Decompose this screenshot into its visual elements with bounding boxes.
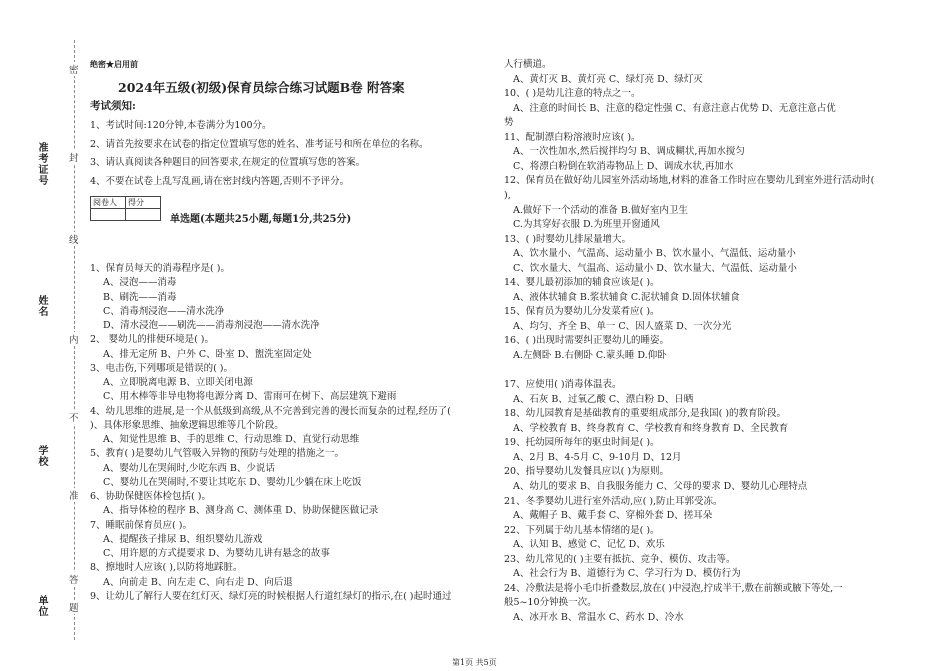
question-line: 1、保育员每天的消毒程序是( )。 xyxy=(90,263,230,274)
question-line: A、石灰 B、过氧乙酸 C、漂白粉 D、日晒 xyxy=(513,393,694,405)
question-line: A、注意的时间长 B、注意的稳定性强 C、有意注意占优势 D、无意注意占优 xyxy=(513,102,836,114)
question-line: C、饮水量大、气温高、运动量小 D、饮水量大、气温低、运动量小 xyxy=(513,262,797,274)
question-line: A、一次性加水,然后搅拌均匀 B、调成糊状,再加水搅匀 xyxy=(513,146,745,158)
question-line: 15、保育员为婴幼儿分发菜肴应( )。 xyxy=(504,306,660,318)
question-line: 4、幼儿思维的进展,是一个从低级到高级,从不完善到完善的漫长而复杂的过程,经历了( xyxy=(90,405,451,417)
secret-label: 绝密★启用前 xyxy=(90,59,138,69)
notice-item: 2、请首先按要求在试卷的指定位置填写您的姓名、准考证号和所在单位的名称。 xyxy=(90,138,429,150)
seal-char: 封 xyxy=(69,150,79,164)
seal-char: 内 xyxy=(69,332,79,346)
question-line: A、社会行为 B、道德行为 C、学习行为 D、模仿行为 xyxy=(513,568,741,580)
question-line: 7、睡眠前保育员应( )。 xyxy=(90,519,192,531)
question-line: A.左侧卧 B.右侧卧 C.蒙头睡 D.仰卧 xyxy=(513,350,667,361)
notice-title: 考试须知: xyxy=(90,100,136,112)
question-line: A.做好下一个活动的准备 B.做好室内卫生 xyxy=(513,204,688,216)
question-line: A、幼儿的要求 B、自我服务能力 C、父母的要求 D、婴幼儿心理特点 xyxy=(513,480,808,492)
question-line: A、均匀、齐全 B、单一 C、因人盛菜 D、一次分光 xyxy=(513,320,732,332)
score-cell: 得分 xyxy=(126,197,161,209)
question-line: A、指导体检的程序 B、测身高 C、测体重 D、协助保健医做记录 xyxy=(103,505,379,517)
seal-char: 答 xyxy=(69,572,79,586)
question-line: 5、教育( )是婴幼儿气管吸入异物的预防与处理的措施之一。 xyxy=(90,448,344,460)
question-line: 般5~10分钟换一次。 xyxy=(504,597,597,609)
question-line: B、刷洗——消毒 xyxy=(103,291,177,303)
question-line: A、立即脱离电源 B、立即关闭电源 xyxy=(103,377,253,388)
school-label: 学校 xyxy=(36,445,47,467)
question-line: 24、冷敷法是将小毛巾折叠数层,放在( )中浸泡,拧成半干,敷在前额或腋下等处,一 xyxy=(504,582,843,594)
seal-char: 题 xyxy=(69,600,79,614)
question-line: 8、擦地时人应该( ),以防将地踩脏。 xyxy=(90,562,243,574)
notice-item: 4、不要在试卷上乱写乱画,请在密封线内答题,否则不予评分。 xyxy=(90,175,350,187)
question-line: 14、婴儿最初添加的辅食应该是( )。 xyxy=(504,277,660,289)
question-line: C、将漂白粉倒在软消毒物品上 D、调成水状,再加水 xyxy=(513,160,734,172)
name-label: 姓名 xyxy=(36,295,47,317)
question-line: 6、协助保健医体检包括( )。 xyxy=(90,491,211,502)
question-line: A、液体状辅食 B.浆状辅食 C.泥状辅食 D.固体状辅食 xyxy=(513,291,740,303)
question-line: )、具体形象思维、抽象逻辑思维等几个阶段。 xyxy=(90,419,284,431)
unit-label: 单位 xyxy=(36,595,47,617)
question-line: A、排无定所 B、户外 C、卧室 D、盥洗室固定处 xyxy=(103,348,312,360)
question-line: A、学校教育 B、终身教育 C、学校教育和终身教育 D、全民教育 xyxy=(513,422,789,434)
question-line: 3、电击伤,下列哪项是错误的( )。 xyxy=(90,362,233,374)
question-line: 13、( )时婴幼儿排尿量增大。 xyxy=(504,233,632,245)
question-line: A、2月 B、4-5月 C、9-10月 D、12月 xyxy=(513,451,682,463)
seal-char: 密 xyxy=(69,62,79,76)
question-line: A、知觉性思维 B、手的思维 C、行动思维 D、直觉行动思维 xyxy=(103,434,360,445)
page-title: 2024年五级(初级)保育员综合练习试题B卷 附答案 xyxy=(118,80,405,95)
question-line: C、婴幼儿在哭闹时,不要让其吃东 D、婴幼儿少躺在床上吃饭 xyxy=(103,476,362,488)
question-line: C.为其穿好衣服 D.为班里开窗通风 xyxy=(513,219,660,231)
question-line: 16、( )出现时需要纠正婴幼儿的睡姿。 xyxy=(504,335,670,347)
exam-no-label: 准考证号 xyxy=(36,142,47,186)
question-line: 18、幼儿园教育是基础教育的重要组成部分,是我国( )的教育阶段。 xyxy=(504,408,787,420)
question-line: 人行横道。 xyxy=(504,59,552,70)
question-line: 17、应使用( )消毒体温表。 xyxy=(504,379,622,391)
question-line: 23、幼儿常见的( )主要有抵抗、竞争、模仿、攻击等。 xyxy=(504,553,736,565)
question-line: 12、保育员在做好幼儿园室外活动场地,材料的准备工作时应在婴幼儿到室外进行活动时( xyxy=(504,175,875,187)
question-line: 19、托幼园所每年的驱虫时间是( )。 xyxy=(504,437,660,449)
question-line: ), xyxy=(504,189,511,201)
question-line: 22、下列属于幼儿基本情绪的是( )。 xyxy=(504,524,660,536)
seal-char: 准 xyxy=(69,488,79,502)
score-table xyxy=(90,196,161,221)
question-line: A、戴帽子 B、戴手套 C、穿棉外套 D、搓耳朵 xyxy=(513,510,713,522)
question-line: C、用木棒等非导电物将电源分离 D、雷雨可在树下、高层建筑下避雨 xyxy=(103,391,397,403)
question-line: D、清水浸泡——刷洗——消毒剂浸泡——清水洗净 xyxy=(103,320,320,331)
question-line: A、认知 B、感觉 C、记忆 D、欢乐 xyxy=(513,539,665,551)
notice-item: 1、考试时间:120分钟,本卷满分为100分。 xyxy=(90,120,272,131)
question-line: 10、( )是幼儿注意的特点之一。 xyxy=(504,88,641,100)
question-line: C、消毒剂浸泡——清水洗净 xyxy=(103,305,225,317)
question-line: 21、冬季婴幼儿进行室外活动,应( ),防止耳郭受冻。 xyxy=(504,495,723,507)
notice-item: 3、请认真阅读各种题目的回答要求,在规定的位置填写您的答案。 xyxy=(90,157,366,168)
question-line: A、婴幼儿在哭闹时,少吃东西 B、少说话 xyxy=(103,462,275,474)
question-line: 势 xyxy=(504,117,514,129)
section-title: 单选题(本题共25小题,每题1分,共25分) xyxy=(170,214,352,225)
question-line: A、冰开水 B、常温水 C、药水 D、冷水 xyxy=(513,611,684,623)
question-line: A、提醒孩子排尿 B、组织婴幼儿游戏 xyxy=(103,533,263,545)
seal-char: 不 xyxy=(69,410,79,424)
grader-blank xyxy=(91,209,126,221)
question-line: C、用许愿的方式提要求 D、为婴幼儿讲有悬念的故事 xyxy=(103,548,330,559)
question-line: A、向前走 B、向左走 C、向右走 D、向后退 xyxy=(103,576,293,588)
score-blank xyxy=(126,209,161,221)
question-line: A、浸泡——消毒 xyxy=(103,277,177,289)
question-line: 20、指导婴幼儿发餐具应以( )为原则。 xyxy=(504,466,670,478)
seal-char: 线 xyxy=(69,232,79,246)
question-line: 2、 婴幼儿的排便环境是( )。 xyxy=(90,334,214,346)
grader-cell: 阅卷人 xyxy=(91,197,126,209)
question-line: A、饮水量小、气温高、运动量小 B、饮水量小、气温低、运动量小 xyxy=(513,248,796,260)
question-line: A、黄灯灭 B、黄灯亮 C、绿灯亮 D、绿灯灭 xyxy=(513,73,703,85)
question-line: 11、配制漂白粉溶液时应该( )。 xyxy=(504,131,641,143)
page-footer: 第1页 共5页 xyxy=(452,658,497,667)
question-line: 9、让幼儿了解行人要在红灯灭、绿灯亮的时候根据人行道红绿灯的指示,在( )起时通过 xyxy=(90,590,452,602)
